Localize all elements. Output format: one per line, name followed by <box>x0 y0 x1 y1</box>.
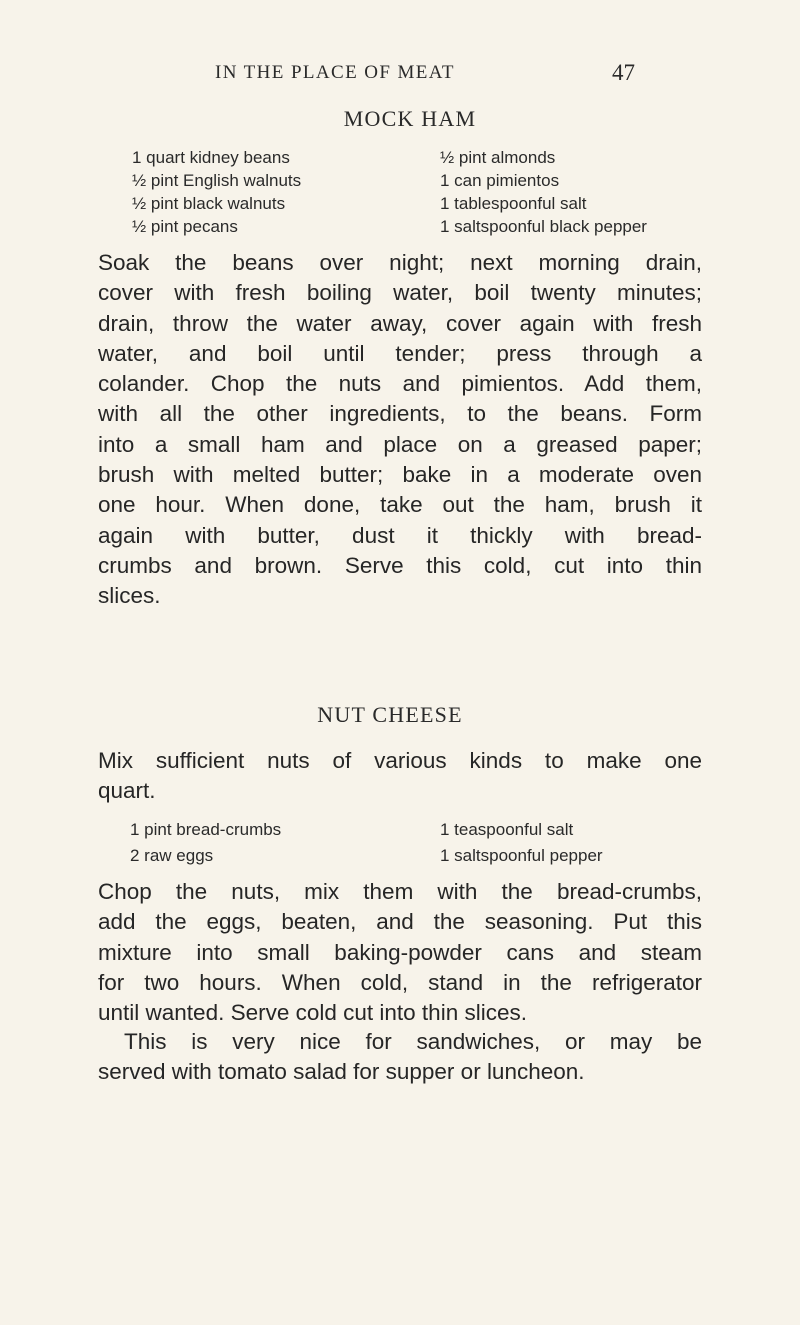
text-line: colander. Chop the nuts and pimientos. Add them, <box>98 371 702 397</box>
nut-cheese-ingredients-left <box>130 817 281 869</box>
text-line: served with tomato salad for supper or luncheon. <box>98 1059 585 1085</box>
ingredient-item: ½ pint black walnuts <box>132 194 286 213</box>
text-line: Mix sufficient nuts of various kinds to make one <box>98 748 702 773</box>
ingredient-item: 1 pint bread-crumbs <box>130 820 282 839</box>
text-line: with all the other ingredients, to the beans. Form <box>98 401 702 427</box>
page-number: 47 <box>612 60 635 85</box>
recipe-title-nut-cheese: NUT CHEESE <box>317 702 463 727</box>
text-line: Chop the nuts, mix them with the bread-crumbs, <box>98 879 702 904</box>
text-line: again with butter, dust it thickly with bread- <box>98 522 702 548</box>
text-line: brush with melted butter; bake in a moderate oven <box>98 462 702 488</box>
text-line: into a small ham and place on a greased paper; <box>98 431 702 457</box>
text-line: slices. <box>98 583 161 609</box>
text-line: add the eggs, beaten, and the seasoning. Put this <box>98 909 702 935</box>
text-line: cover with fresh boiling water, boil twenty minutes; <box>98 280 702 306</box>
text-line: mixture into small baking-powder cans and steam <box>98 939 702 965</box>
text-line: quart. <box>98 778 156 804</box>
nut-cheese-intro <box>98 746 702 807</box>
ingredient-item: ½ pint English walnuts <box>132 171 302 190</box>
ingredient-item: 2 raw eggs <box>130 846 214 865</box>
ingredient-item: 1 saltspoonful black pepper <box>440 217 647 236</box>
text-line: for two hours. When cold, stand in the refrigerator <box>98 969 702 995</box>
running-header <box>0 62 800 86</box>
nut-cheese-ingredients-right <box>440 817 603 869</box>
ingredient-item: ½ pint pecans <box>132 217 238 236</box>
text-line: crumbs and brown. Serve this cold, cut into thin <box>98 552 702 578</box>
text-line: Soak the beans over night; next morning drain, <box>98 250 702 275</box>
text-line: drain, throw the water away, cover again with fresh <box>98 310 702 336</box>
mock-ham-ingredients-right <box>440 146 647 238</box>
nut-cheese-method <box>98 877 702 1028</box>
mock-ham-ingredients-left <box>132 146 301 238</box>
nut-cheese-note <box>98 1027 702 1088</box>
ingredient-item: 1 tablespoonful salt <box>440 194 587 213</box>
ingredient-item: ½ pint almonds <box>440 148 556 167</box>
text-line: This is very nice for sandwiches, or may be <box>124 1029 702 1054</box>
ingredient-item: 1 saltspoonful pepper <box>440 846 603 865</box>
running-title: IN THE PLACE OF MEAT <box>215 62 455 83</box>
recipe-title-mock-ham: MOCK HAM <box>343 106 477 131</box>
ingredient-item: 1 can pimientos <box>440 171 560 190</box>
mock-ham-method <box>98 248 702 612</box>
ingredient-item: 1 teaspoonful salt <box>440 820 574 839</box>
ingredient-item: 1 quart kidney beans <box>132 148 290 167</box>
text-line: water, and boil until tender; press through a <box>98 340 702 366</box>
text-line: one hour. When done, take out the ham, brush it <box>98 492 702 518</box>
text-line: until wanted. Serve cold cut into thin slices. <box>98 1000 527 1026</box>
